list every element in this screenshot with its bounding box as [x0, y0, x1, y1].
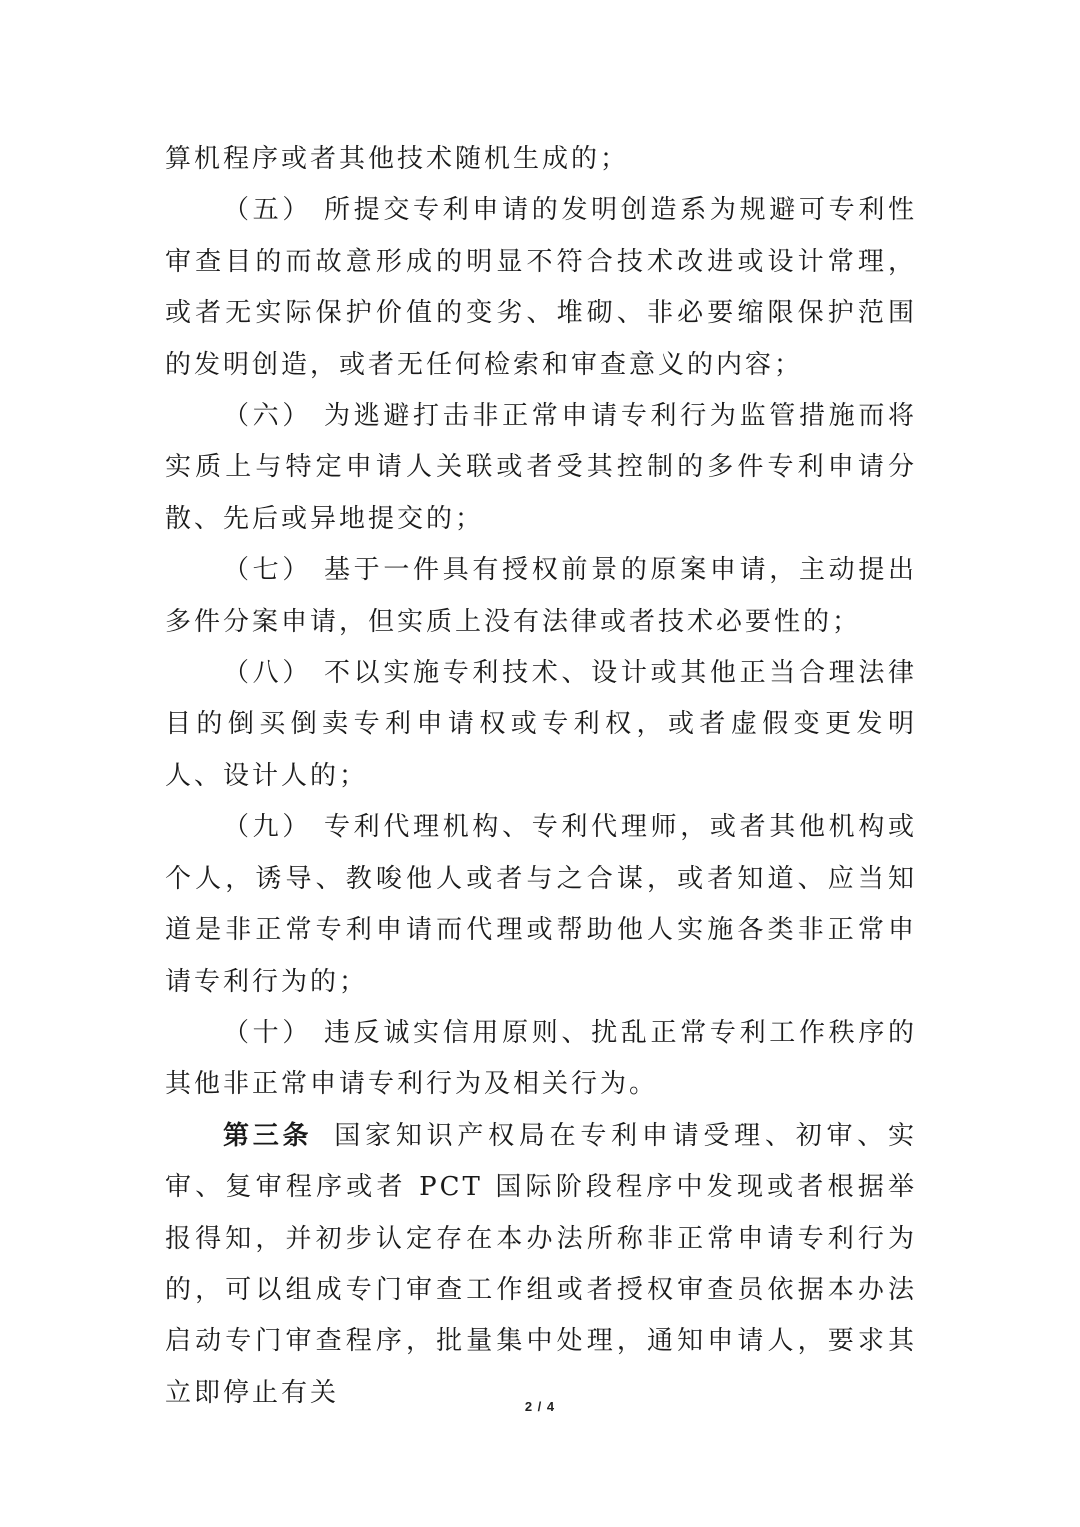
paragraph-item-5: （五） 所提交专利申请的发明创造系为规避可专利性审查目的而故意形成的明显不符合技术改进或设计常理，或者无实际保护价值的变劣、堆砌、非必要缩限保护范围的发明创造，或者无任何检索和审查意义的内容；: [165, 195, 917, 380]
paragraph-item-8: （八） 不以实施专利技术、设计或其他正当合理法律目的倒买倒卖专利申请权或专利权，或者虚假变更发明人、设计人的；: [165, 658, 917, 791]
paragraph-item-9: （九） 专利代理机构、专利代理师，或者其他机构或个人，诱导、教唆他人或者与之合谋，或者知道、应当知道是非正常专利申请而代理或帮助他人实施各类非正常申请专利行为的；: [165, 812, 917, 997]
article-3-paragraph: [165, 1111, 917, 1419]
paragraph-item-10: （十） 违反诚实信用原则、扰乱正常专利工作秩序的其他非正常申请专利行为及相关行为。: [165, 1017, 917, 1100]
article-3-text: 国家知识产权局在专利申请受理、初审、实审、复审程序或者 PCT 国际阶段程序中发现或者根据举报得知，并初步认定存在本办法所称非正常申请专利行为的，可以组成专门审查工作组或者授权审查员依据本办法启动专门审查程序，批量集中处理，通知申请人，要求其立即停止有关: [165, 1120, 917, 1408]
paragraph-item-7: （七） 基于一件具有授权前景的原案申请，主动提出多件分案申请，但实质上没有法律或者技术必要性的；: [165, 555, 917, 637]
document-body: [165, 134, 917, 1419]
page-number: 2 / 4: [524, 1399, 556, 1414]
paragraph-item-6: （六） 为逃避打击非正常申请专利行为监管措施而将实质上与特定申请人关联或者受其控制的多件专利申请分散、先后或异地提交的；: [165, 401, 917, 534]
paragraph-continuation: 算机程序或者其他技术随机生成的；: [165, 144, 630, 174]
article-heading: 第三条: [223, 1120, 313, 1151]
